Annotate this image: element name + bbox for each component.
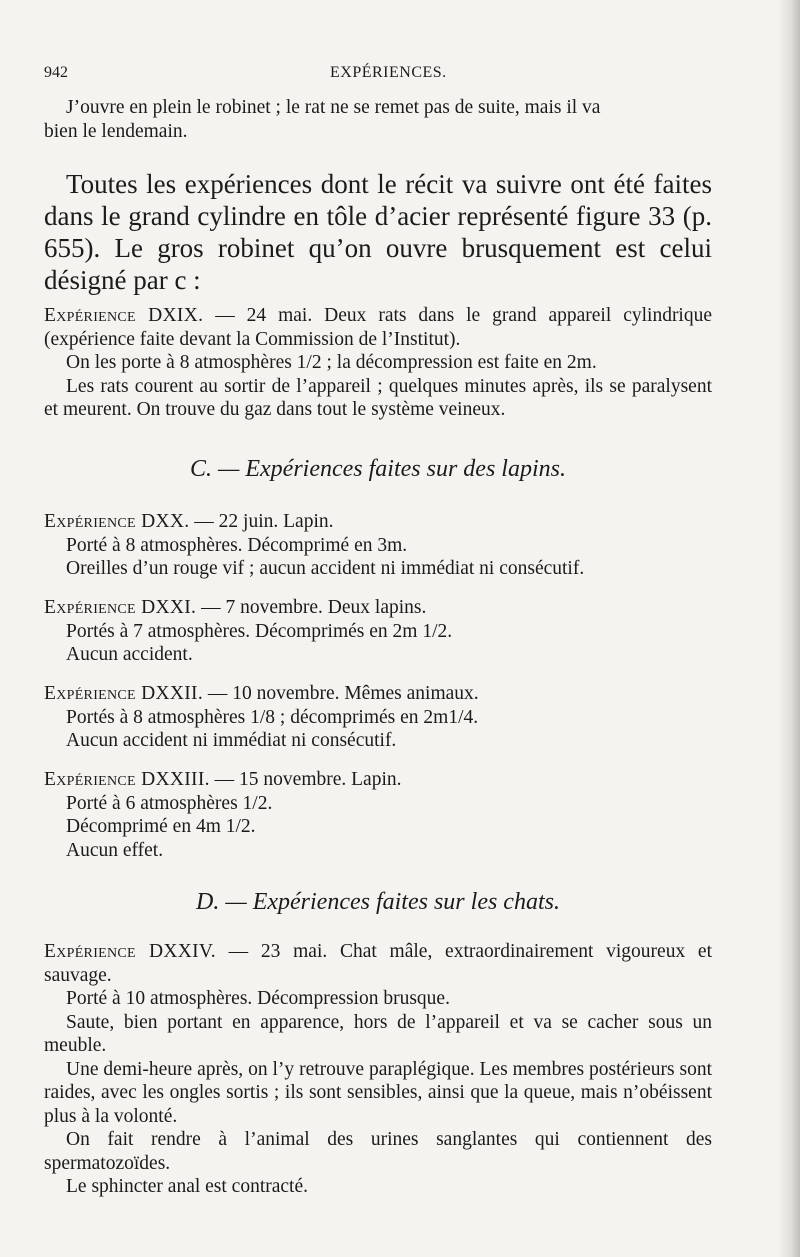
experiment-label: Expérience DXX. <box>44 511 190 532</box>
experiment-text: Une demi-heure après, on l’y retrouve paraplégique. Les membres postérieurs sont raides, avec les ongles sortis ; ils sont sensibles, ainsi que la queue, mais n’obéissent plus à la volonté. <box>44 1058 712 1127</box>
experiment-text: Oreilles d’un rouge vif ; aucun accident ni immédiat ni consécutif. <box>66 558 585 579</box>
experiment-dxxi <box>44 596 712 667</box>
experiment-text: Les rats courent au sortir de l’appareil ; quelques minutes après, ils se paralysent et meurent. On trouve du gaz dans tout le système veineux. <box>44 375 712 420</box>
experiment-text: Le sphincter anal est contracté. <box>66 1176 309 1197</box>
experiment-text: Porté à 10 atmosphères. Décompression brusque. <box>66 988 450 1009</box>
experiment-dxxii <box>44 682 712 753</box>
experiment-label: Expérience DXXII. <box>44 683 203 704</box>
experiment-text: Saute, bien portant en apparence, hors de l’appareil et va se cacher sous un meuble. <box>44 1011 712 1056</box>
experiment-label: Expérience DXXIII. <box>44 769 210 790</box>
intro-paragraph <box>44 96 712 144</box>
experiment-text: Porté à 8 atmosphères. Décomprimé en 3m. <box>66 534 408 556</box>
main-paragraph: Toutes les expériences dont le récit va suivre ont été faites dans le grand cylindre en tôle d’acier représenté figure 33 (p. 655). Le gros robinet qu’on ouvre brusquement est celui désigné par c : <box>44 169 712 295</box>
experiment-text: Décomprimé en 4m 1/2. <box>66 816 256 837</box>
experiment-text: On fait rendre à l’animal des urines sanglantes qui contiennent des spermatozoïdes. <box>44 1129 712 1174</box>
experiment-text: — 24 mai. Deux rats dans le grand appareil cylindrique (expérience faite devant la Commission de l’Institut). <box>44 305 713 350</box>
experiment-text: Aucun accident ni immédiat ni consécutif. <box>66 730 397 751</box>
experiment-dxxiii <box>44 768 712 862</box>
experiment-text: — 22 juin. Lapin. <box>189 511 334 532</box>
experiment-text: — 23 mai. Chat mâle, extraordinairement vigoureux et sauvage. <box>44 941 712 986</box>
intro-line-2: bien le lendemain. <box>44 121 188 142</box>
experiment-dxx <box>44 510 712 581</box>
section-heading-c: C. — Expériences faites sur des lapins. <box>190 456 566 482</box>
experiment-label: Expérience DXXI. <box>44 597 197 618</box>
running-head: EXPÉRIENCES. <box>330 64 447 81</box>
page-number: 942 <box>44 64 68 81</box>
experiment-text: Aucun effet. <box>66 839 164 861</box>
experiment-dxxiv <box>44 940 712 1199</box>
experiment-label: Expérience DXIX. <box>44 305 204 326</box>
experiment-text: Porté à 6 atmosphères 1/2. <box>66 792 273 814</box>
page-header <box>44 64 744 86</box>
experiment-text: — 7 novembre. Deux lapins. <box>196 597 427 618</box>
experiment-label: Expérience DXXIV. <box>44 941 216 962</box>
intro-line-1: J’ouvre en plein le robinet ; le rat ne se remet pas de suite, mais il va <box>66 97 601 118</box>
section-heading-d: D. — Expériences faites sur les chats. <box>196 889 560 915</box>
experiment-text: Portés à 8 atmosphères 1/8 ; décomprimés en 2m1/4. <box>66 706 479 728</box>
experiment-text: Aucun accident. <box>66 644 193 665</box>
experiment-text: — 15 novembre. Lapin. <box>209 769 402 790</box>
experiment-text: On les porte à 8 atmosphères 1/2 ; la décompression est faite en 2m. <box>66 352 597 373</box>
page-edge-shadow <box>778 0 800 1257</box>
experiment-dxix <box>44 304 712 422</box>
experiment-text: — 10 novembre. Mêmes animaux. <box>203 683 479 704</box>
experiment-text: Portés à 7 atmosphères. Décomprimés en 2m 1/2. <box>66 620 453 642</box>
